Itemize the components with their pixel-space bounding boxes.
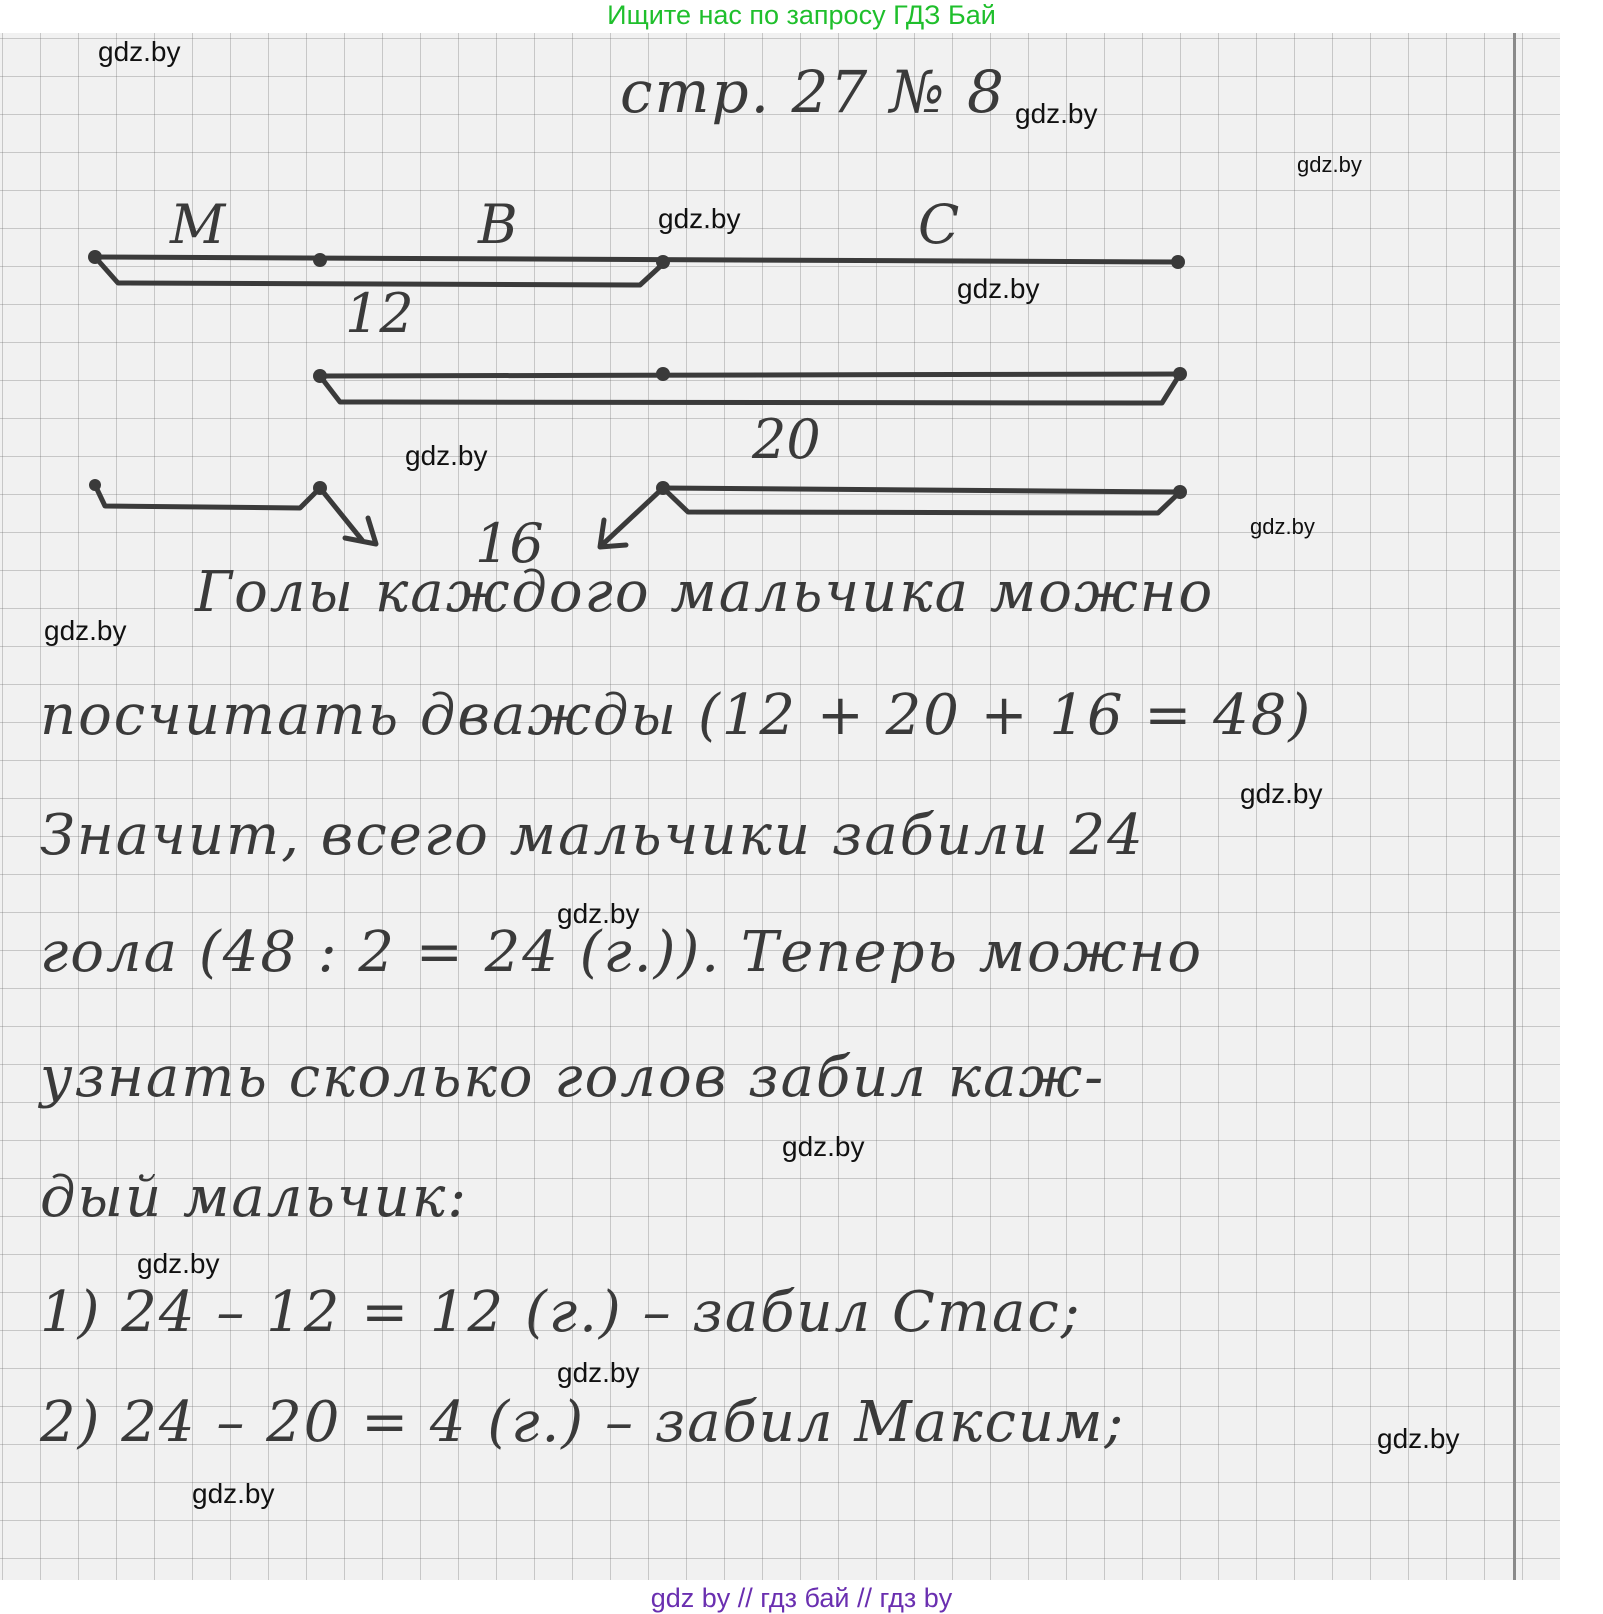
segment-line-top [95, 257, 1178, 262]
exercise-heading: стр. 27 № 8 [620, 58, 1006, 126]
number-20: 20 [752, 408, 821, 471]
watermark: gdz.by [1250, 514, 1315, 539]
solution-line-4: гола (48 : 2 = 24 (г.)). Теперь можно [40, 920, 1204, 985]
watermark: gdz.by [44, 615, 127, 646]
point [89, 479, 101, 491]
solution-line-8: 2) 24 – 20 = 4 (г.) – забил Максим; [40, 1390, 1126, 1455]
watermark: gdz.by [405, 440, 488, 471]
brace-16-left [95, 485, 320, 508]
number-16: 16 [475, 512, 544, 575]
top-banner: Ищите нас по запросу ГДЗ Бай [607, 0, 996, 30]
watermark: gdz.by [658, 203, 741, 234]
watermark: gdz.by [192, 1478, 275, 1509]
segment-line-bottom-right [663, 488, 1180, 492]
solution-line-6: дый мальчик: [40, 1165, 469, 1230]
arrow-right [602, 488, 663, 545]
footer-banner: gdz by // гдз бай // гдз by [650, 1583, 953, 1613]
watermark: gdz.by [98, 36, 181, 67]
watermark: gdz.by [782, 1131, 865, 1162]
solution-line-7: 1) 24 – 12 = 12 (г.) – забил Стас; [40, 1280, 1082, 1345]
watermark: gdz.by [957, 273, 1040, 304]
segment-line-middle [320, 374, 1180, 376]
arrow-left [320, 488, 362, 540]
brace-20 [320, 374, 1180, 403]
solution-line-2: посчитать дважды (12 + 20 + 16 = 48) [40, 683, 1313, 748]
watermark: gdz.by [1377, 1423, 1460, 1454]
watermark: gdz.by [557, 1357, 640, 1388]
watermark: gdz.by [1297, 152, 1362, 177]
point [656, 481, 670, 495]
point [313, 481, 327, 495]
point [88, 250, 102, 264]
point [1173, 367, 1187, 381]
watermark: gdz.by [1240, 778, 1323, 809]
point [1171, 255, 1185, 269]
solution-line-5: узнать сколько голов забил каж- [40, 1045, 1106, 1110]
watermark: gdz.by [137, 1248, 220, 1279]
watermark: gdz.by [557, 898, 640, 929]
point [1173, 485, 1187, 499]
solution-line-1: Голы каждого мальчика можно [195, 560, 1215, 625]
label-v: В [478, 193, 518, 256]
watermark: gdz.by [1015, 98, 1098, 129]
point [313, 253, 327, 267]
point [656, 367, 670, 381]
label-s: С [918, 193, 960, 256]
label-m: М [170, 193, 226, 256]
solution-line-3: Значит, всего мальчики забили 24 [40, 803, 1145, 868]
number-12: 12 [345, 282, 414, 345]
point [656, 255, 670, 269]
point [313, 369, 327, 383]
